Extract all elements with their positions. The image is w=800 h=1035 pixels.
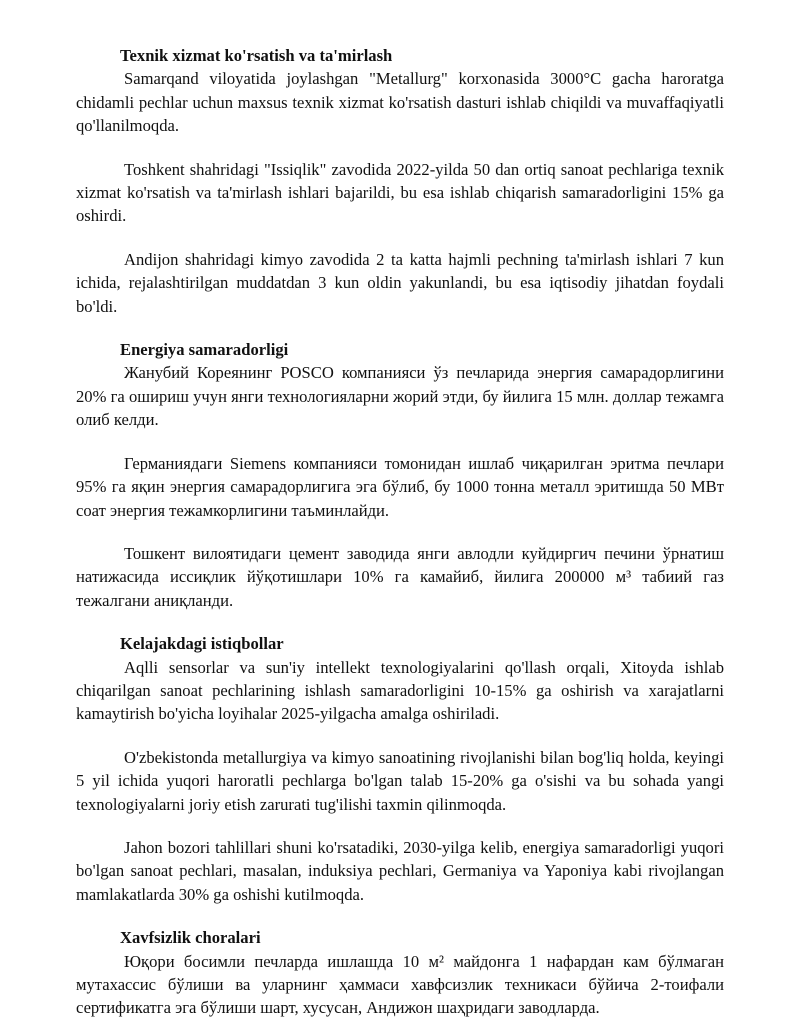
section-heading: Texnik xizmat ko'rsatish va ta'mirlash (120, 46, 393, 65)
section-safety-measures (76, 926, 724, 1020)
paragraph: Aqlli sensorlar va sun'iy intellekt texnologiyalarini qo'llash orqali, Xitoyda ishlab chiqarilgan sanoat pechlarining ishlash samaradorligini 10-15% ga oshirish va xarajatlarni kamaytirish bo'yicha loyihalar 2025-yilgacha amalga oshiriladi. (76, 657, 724, 724)
paragraph: O'zbekistonda metallurgiya va kimyo sanoatining rivojlanishi bilan bog'liq holda, keyingi 5 yil ichida yuqori haroratli pechlarga bo'lgan talab 15-20% ga o'sishi va bu sohada yangi texnologiyalarni joriy etish zarurati tug'ilishi taxmin qilinmoqda. (76, 747, 724, 814)
section-heading: Kelajakdagi istiqbollar (120, 634, 284, 654)
paragraph: Тошкент вилоятидаги цемент заводида янги авлодли куйдиргич печини ўрнатиш натижасида иссиқлик йўқотишлари 10% га камайиб, йилига 200000 м³ табиий газ тежалгани аниқланди. (76, 543, 724, 610)
paragraph: Jahon bozori tahlillari shuni ko'rsatadiki, 2030-yilga kelib, energiya samaradorligi yuqori bo'lgan sanoat pechlari, masalan, induksiya pechlari, Germaniya va Yaponiya kabi rivojlangan mamlakatlarda 30% ga oshishi kutilmoqda. (76, 837, 724, 904)
paragraph: Германиядаги Siemens компанияси томонидан ишлаб чиқарилган эритма печлари 95% га яқин энергия самарадорлигига эга бўлиб, бу 1000 тонна металл эритишда 50 МВт соат энергия тежамкорлигини таъминлайди. (76, 453, 724, 520)
section-maintenance (76, 44, 724, 318)
paragraph: Toshkent shahridagi "Issiqlik" zavodida 2022-yilda 50 dan ortiq sanoat pechlariga texnik xizmat ko'rsatish va ta'mirlash ishlari bajarildi, bu esa ishlab chiqarish samaradorligini 15% ga oshirdi. (76, 159, 724, 226)
section-heading: Xavfsizlik choralari (120, 928, 261, 948)
paragraph: Samarqand viloyatida joylashgan "Metallurg" korxonasida 3000°C gacha haroratga chidamli pechlar uchun maxsus texnik xizmat ko'rsatish dasturi ishlab chiqildi va muvaffaqiyatli qo'llanilmoqda. (76, 69, 724, 136)
section-energy-efficiency (76, 338, 724, 612)
paragraph: Юқори босимли печларда ишлашда 10 м² майдонга 1 нафардан кам бўлмаган мутахассис бўлиши ва уларнинг ҳаммаси хавфсизлик техникаси бўйича 2-тоифали сертификатга эга бўлиши шарт, хусусан, Андижон шаҳридаги заводларда. (76, 951, 724, 1018)
paragraph: Жанубий Кореянинг POSCO компанияси ўз печларида энергия самарадорлигини 20% га ошириш учун янги технологияларни жорий этди, бу йилига 15 млн. доллар тежамга олиб келди. (76, 363, 724, 430)
paragraph: Andijon shahridagi kimyo zavodida 2 ta katta hajmli pechning ta'mirlash ishlari 7 kun ichida, rejalashtirilgan muddatdan 3 kun oldin yakunlandi, bu esa iqtisodiy jihatdan foydali bo'ldi. (76, 249, 724, 316)
section-future-prospects (76, 632, 724, 906)
section-heading: Energiya samaradorligi (120, 340, 289, 360)
